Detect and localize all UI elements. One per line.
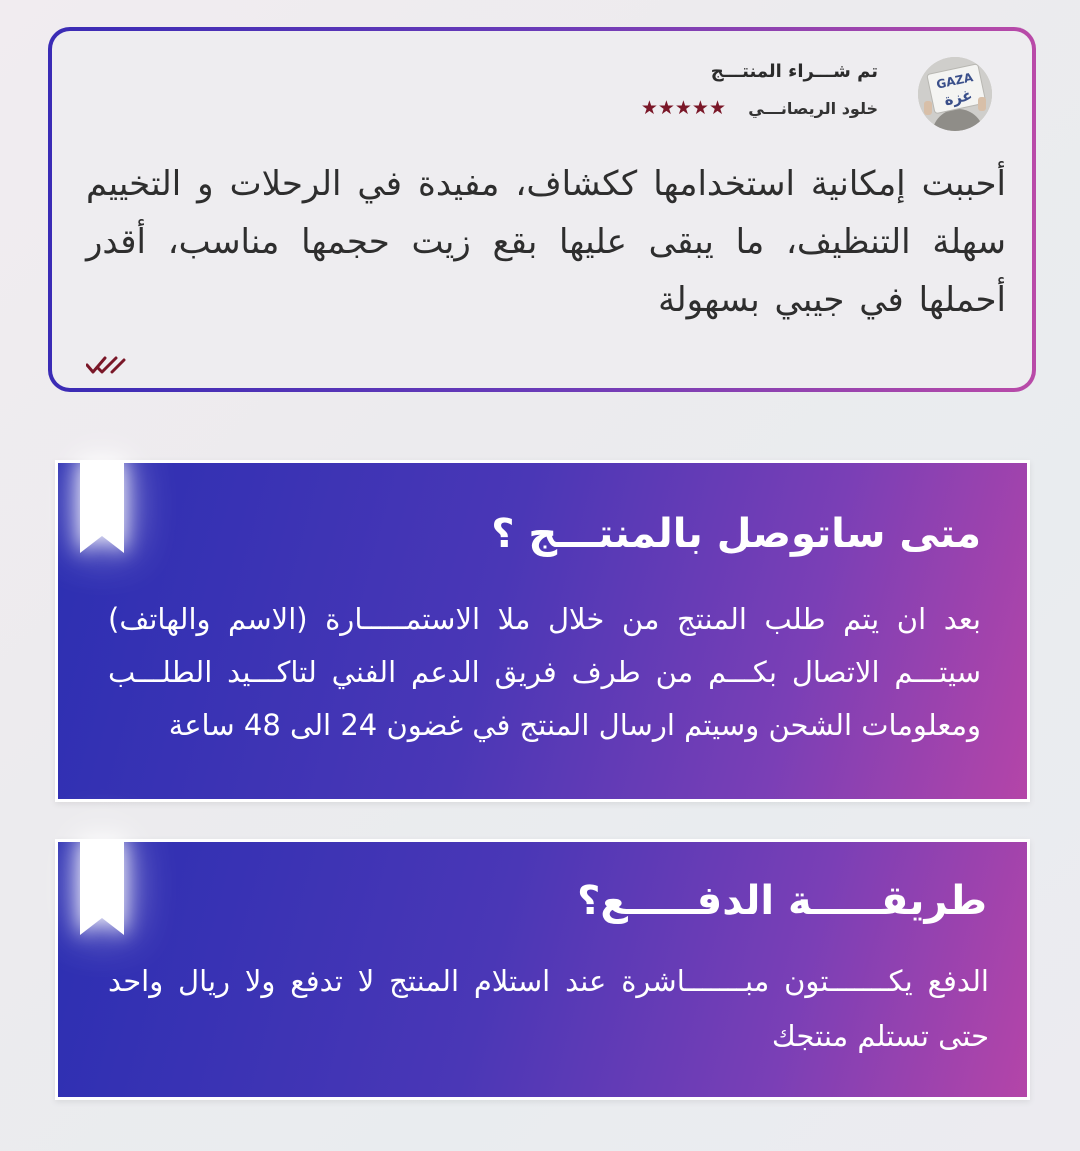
double-check-icon xyxy=(86,355,126,375)
star-rating: ★★★★★ xyxy=(640,97,726,119)
payment-title: طريقـــــة الدفـــــع؟ xyxy=(577,878,987,924)
payment-info-card xyxy=(55,839,1030,1100)
bookmark-ribbon-icon xyxy=(80,460,124,553)
review-card-inner xyxy=(52,31,1032,388)
delivery-text: بعد ان يتم طلب المنتج من خلال ملا الاستمـــــارة (الاسم والهاتف) سيتـــم الاتصال بكـــم من طرف فريق الدعم الفني لتاكـــيد الطلـــب ومعلومات الشحن وسيتم ارسال المنتج في غضون 24 الى 48 ساعة xyxy=(108,602,981,742)
avatar xyxy=(918,57,992,131)
bookmark-ribbon-icon xyxy=(80,839,124,935)
delivery-title: متى ساتوصل بالمنتـــج ؟ xyxy=(491,511,981,557)
buyer-name: خلود الريصانـــي xyxy=(748,99,878,118)
payment-text: الدفع يكـــــــتون مبـــــــاشرة عند استلام المنتج لا تدفع ولا ريال واحد حتى تستلم منتجك xyxy=(108,964,989,1053)
review-card xyxy=(48,27,1036,392)
purchase-status: تم شـــراء المنتـــج xyxy=(710,61,878,82)
delivery-info-card xyxy=(55,460,1030,802)
svg-text:GAZA: GAZA xyxy=(935,70,975,92)
svg-text:غزة: غزة xyxy=(942,85,975,110)
avatar-photo-icon xyxy=(918,57,992,131)
review-text: أحببت إمكانية استخدامها ككشاف، مفيدة في الرحلات و التخييم سهلة التنظيف، ما يبقى عليها بقع زيت حجمها مناسب، أقدر أحملها في جيبي بسهولة xyxy=(86,164,1006,320)
